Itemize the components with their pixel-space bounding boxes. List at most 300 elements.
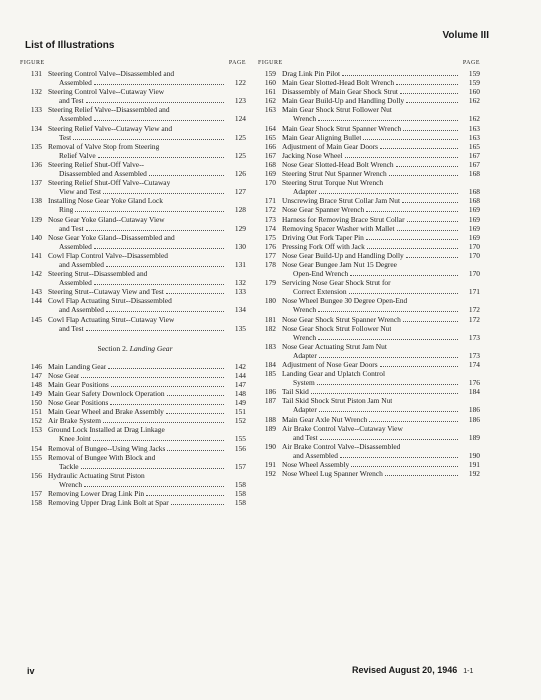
dot-leader	[350, 275, 458, 276]
page-ref: 127	[234, 187, 246, 197]
caption-line	[282, 442, 480, 451]
caption-line	[48, 462, 246, 471]
dot-leader	[345, 157, 458, 158]
caption-text: Driving Out Fork Taper Pin	[282, 232, 364, 242]
figure-caption	[282, 151, 480, 160]
figure-entry	[258, 242, 480, 251]
page-ref: 170	[468, 250, 480, 260]
figure-number: 146	[30, 361, 42, 371]
figure-number: 148	[30, 379, 42, 389]
figure-entry	[24, 251, 246, 269]
caption-line	[48, 196, 246, 205]
caption-text: Removing Lower Drag Link Pin	[48, 489, 145, 499]
caption-line	[282, 451, 480, 460]
caption-line	[48, 398, 246, 407]
caption-line	[282, 169, 480, 178]
figure-entry	[258, 151, 480, 160]
caption-line	[48, 87, 246, 96]
caption-line	[48, 151, 246, 160]
caption-line	[282, 269, 480, 278]
page-ref: 159	[468, 69, 480, 78]
figure-number: 190	[264, 441, 276, 451]
caption-text: Wrench	[293, 114, 317, 124]
figure-caption	[48, 489, 246, 498]
figure-number: 151	[30, 407, 42, 417]
page-ref: 135	[234, 323, 246, 333]
page-ref: 167	[468, 150, 480, 160]
figure-entry	[24, 380, 246, 389]
figure-entry	[24, 87, 246, 105]
dot-leader	[98, 157, 224, 158]
caption-text: Main Landing Gear	[48, 361, 107, 371]
caption-line	[48, 233, 246, 242]
caption-text: Nose Gear Yoke Gland--Disassembled and	[48, 232, 175, 242]
page-ref: 162	[468, 96, 480, 106]
figure-caption	[48, 362, 246, 371]
caption-text: Nose Gear Positions	[48, 398, 109, 408]
figure-number: 184	[264, 360, 276, 369]
page-ref: 167	[468, 159, 480, 169]
caption-line	[48, 278, 246, 287]
dot-leader	[86, 102, 224, 103]
figure-number: 153	[30, 425, 42, 435]
caption-text: Nose Gear Yoke Gland--Cutaway View	[48, 214, 165, 224]
figure-caption	[48, 287, 246, 296]
left-column-header	[20, 60, 246, 66]
page-ref: 144	[234, 370, 246, 380]
caption-text: Removal of Valve Stop from Steering	[48, 141, 160, 151]
dot-leader	[84, 486, 224, 487]
dot-leader	[94, 84, 224, 85]
figure-number: 172	[264, 205, 276, 215]
figure-caption	[48, 87, 246, 105]
page-ref: 173	[468, 350, 480, 360]
dot-leader	[311, 393, 458, 394]
page-ref: 142	[234, 361, 246, 371]
figure-caption	[282, 415, 480, 424]
right-column	[258, 60, 480, 478]
dot-leader	[389, 175, 458, 176]
figure-number: 191	[264, 460, 276, 470]
figure-number: 171	[264, 196, 276, 206]
figure-caption	[282, 224, 480, 233]
caption-line	[48, 407, 246, 416]
figure-number: 188	[264, 414, 276, 424]
page-ref: 189	[468, 432, 480, 442]
figure-entry	[24, 196, 246, 214]
figure-number: 179	[264, 278, 276, 288]
caption-text: Removing Spacer Washer with Mallet	[282, 223, 395, 233]
caption-text: View and Test	[59, 187, 102, 197]
caption-text: System	[293, 378, 315, 388]
caption-text: Open-End Wrench	[293, 269, 349, 279]
figure-caption	[48, 416, 246, 425]
dot-leader	[110, 404, 224, 405]
caption-line	[282, 133, 480, 142]
caption-text: Knee Joint	[59, 434, 91, 444]
dot-leader	[385, 475, 458, 476]
caption-line	[48, 142, 246, 151]
figure-caption	[282, 442, 480, 460]
caption-line	[282, 378, 480, 387]
figure-entry	[258, 251, 480, 260]
caption-text: Disassembly of Main Gear Shock Strut	[282, 87, 398, 97]
figure-entry	[258, 442, 480, 460]
caption-line	[48, 371, 246, 380]
page-ref: 169	[468, 223, 480, 233]
revision-date: Revised August 20, 1946	[352, 665, 458, 675]
figure-caption	[282, 78, 480, 87]
dot-leader	[171, 504, 224, 505]
section-heading	[24, 344, 246, 353]
figure-entry	[258, 233, 480, 242]
figure-entry	[258, 215, 480, 224]
figure-caption	[48, 498, 246, 507]
figure-entry	[258, 105, 480, 123]
caption-line	[282, 424, 480, 433]
figure-number: 176	[264, 241, 276, 251]
caption-line	[282, 369, 480, 378]
figure-caption	[48, 269, 246, 287]
caption-text: Steering Strut--Cutaway View and Test	[48, 287, 164, 297]
figure-number: 133	[30, 105, 42, 115]
figure-number: 165	[264, 132, 276, 142]
caption-line	[48, 296, 246, 305]
caption-line	[282, 151, 480, 160]
figure-number: 182	[264, 323, 276, 333]
caption-text: Main Gear Wheel and Brake Assembly	[48, 407, 164, 417]
page-column-label: PAGE	[228, 60, 246, 66]
figure-entry	[258, 196, 480, 205]
caption-line	[48, 260, 246, 269]
page-ref: 134	[234, 305, 246, 315]
caption-line	[48, 389, 246, 398]
caption-text: Adjustment of Nose Gear Doors	[282, 360, 378, 369]
figure-entry	[24, 407, 246, 416]
dot-leader	[149, 175, 224, 176]
caption-text: Nose Wheel Bungee 30 Degree Open-End	[282, 296, 408, 306]
caption-text: Installing Nose Gear Yoke Gland Lock	[48, 196, 163, 206]
figure-number: 178	[264, 259, 276, 269]
figure-column-label: FIGURE	[258, 60, 283, 66]
caption-text: Servicing Nose Gear Shock Strut for	[282, 278, 391, 288]
caption-text: Cowl Flap Actuating Strut--Disassembled	[48, 296, 172, 306]
figure-number: 140	[30, 232, 42, 242]
caption-text: Assembled	[59, 78, 92, 88]
caption-line	[48, 215, 246, 224]
figure-caption	[282, 387, 480, 396]
caption-text: Jacking Nose Wheel	[282, 150, 343, 160]
caption-line	[282, 324, 480, 333]
figure-number: 164	[264, 123, 276, 133]
caption-text: Correct Extension	[293, 287, 347, 297]
caption-text: and Assembled	[293, 450, 338, 460]
figure-caption	[282, 242, 480, 251]
figure-caption	[282, 142, 480, 151]
caption-line	[48, 96, 246, 105]
dot-leader	[73, 139, 224, 140]
caption-text: and Test	[293, 432, 318, 442]
figure-caption	[282, 87, 480, 96]
dot-leader	[317, 384, 458, 385]
caption-text: Main Gear Build-Up and Handling Dolly	[282, 96, 405, 106]
dot-leader	[103, 193, 224, 194]
figure-caption	[48, 371, 246, 380]
right-column-header	[258, 60, 480, 66]
figure-number: 138	[30, 196, 42, 206]
caption-line	[282, 87, 480, 96]
caption-text: Pressing Fork Off with Jack	[282, 241, 365, 251]
caption-line	[48, 425, 246, 434]
page-ref: 129	[234, 223, 246, 233]
figure-caption	[48, 425, 246, 443]
page-ref: 168	[468, 169, 480, 179]
figure-entry	[258, 278, 480, 296]
dot-leader	[81, 468, 224, 469]
figure-entry	[258, 96, 480, 105]
caption-text: Assembled	[59, 278, 92, 288]
caption-text: and Test	[59, 323, 84, 333]
dot-leader	[167, 450, 224, 451]
figure-entry	[258, 133, 480, 142]
page-ref: 174	[468, 360, 480, 369]
figure-entry	[258, 296, 480, 314]
dot-leader	[369, 421, 458, 422]
caption-line	[282, 260, 480, 269]
dot-leader	[166, 413, 224, 414]
figure-number: 189	[264, 423, 276, 433]
dot-leader	[166, 293, 224, 294]
page-ref: 190	[468, 450, 480, 460]
dot-leader	[319, 357, 458, 358]
dot-leader	[340, 457, 458, 458]
caption-text: Tail Skid Shock Strut Piston Jam Nut	[282, 396, 393, 406]
dot-leader	[75, 211, 224, 212]
caption-line	[282, 78, 480, 87]
caption-line	[48, 251, 246, 260]
figure-number: 147	[30, 370, 42, 380]
figure-number: 166	[264, 141, 276, 151]
figure-entry	[24, 389, 246, 398]
caption-line	[48, 169, 246, 178]
dot-leader	[400, 93, 458, 94]
figure-caption	[48, 444, 246, 453]
caption-line	[282, 224, 480, 233]
page-ref: 158	[234, 489, 246, 499]
figure-entry	[258, 78, 480, 87]
caption-line	[282, 242, 480, 251]
dot-leader	[403, 321, 458, 322]
figure-number: 159	[264, 69, 276, 78]
caption-text: Main Gear Axle Nut Wrench	[282, 414, 368, 424]
caption-text: Landing Gear and Uplatch Control	[282, 369, 386, 379]
page-ref: 169	[468, 214, 480, 224]
dot-leader	[94, 120, 224, 121]
caption-text: Nose Gear Bungee Jam Nut 15 Degree	[282, 259, 397, 269]
page-ref: 130	[234, 241, 246, 251]
caption-line	[48, 160, 246, 169]
dot-leader	[318, 339, 458, 340]
figure-entry	[258, 387, 480, 396]
caption-line	[48, 453, 246, 462]
dot-leader	[349, 293, 458, 294]
caption-line	[282, 415, 480, 424]
page-ref: 186	[468, 405, 480, 415]
figure-number: 160	[264, 78, 276, 88]
page-ref: 126	[234, 169, 246, 179]
page-ref: 186	[468, 414, 480, 424]
caption-text: and Assembled	[59, 259, 104, 269]
figure-number: 134	[30, 123, 42, 133]
figure-caption	[282, 369, 480, 387]
figure-caption	[48, 389, 246, 398]
caption-line	[48, 471, 246, 480]
page-ref: 125	[234, 132, 246, 142]
figure-entry	[258, 142, 480, 151]
page-ref: 170	[468, 241, 480, 251]
dot-leader	[93, 440, 224, 441]
dot-leader	[367, 248, 458, 249]
caption-line	[282, 396, 480, 405]
caption-line	[282, 305, 480, 314]
page-ref: 152	[234, 416, 246, 426]
caption-line	[48, 269, 246, 278]
figure-entry	[24, 269, 246, 287]
caption-line	[282, 233, 480, 242]
caption-line	[48, 315, 246, 324]
figure-entry	[24, 233, 246, 251]
caption-line	[282, 114, 480, 123]
caption-text: Main Gear Shock Strut Spanner Wrench	[282, 123, 402, 133]
caption-text: Cowl Flap Actuating Strut--Cutaway View	[48, 314, 175, 324]
dot-leader	[94, 284, 224, 285]
figure-caption	[282, 396, 480, 414]
figure-caption	[48, 142, 246, 160]
page-ref: 122	[234, 78, 246, 88]
caption-line	[48, 124, 246, 133]
page-ref: 184	[468, 387, 480, 397]
dot-leader	[167, 395, 224, 396]
figure-number: 132	[30, 87, 42, 97]
figure-caption	[282, 196, 480, 205]
caption-line	[48, 489, 246, 498]
dot-leader	[319, 411, 458, 412]
caption-line	[48, 205, 246, 214]
dot-leader	[363, 139, 458, 140]
caption-line	[282, 296, 480, 305]
caption-line	[282, 105, 480, 114]
figure-entry	[24, 105, 246, 123]
figure-caption	[282, 260, 480, 278]
figure-entry	[24, 416, 246, 425]
figure-entry	[258, 460, 480, 469]
figure-number: 155	[30, 452, 42, 462]
figure-entry	[24, 287, 246, 296]
caption-line	[282, 360, 480, 369]
caption-line	[282, 287, 480, 296]
page-ref: 191	[468, 460, 480, 470]
figure-caption	[282, 133, 480, 142]
dot-leader	[380, 148, 458, 149]
page-ref: 176	[468, 378, 480, 388]
caption-line	[282, 351, 480, 360]
figure-entry	[24, 398, 246, 407]
figure-entry	[258, 415, 480, 424]
caption-text: Test	[59, 132, 72, 142]
left-column	[20, 60, 246, 508]
caption-text: Nose Gear Spanner Wrench	[282, 205, 365, 215]
figure-caption	[282, 105, 480, 123]
dot-leader	[81, 377, 224, 378]
figure-caption	[282, 460, 480, 469]
figure-caption	[282, 124, 480, 133]
page-ref: 171	[468, 287, 480, 297]
figure-number: 180	[264, 296, 276, 306]
figure-entry	[258, 169, 480, 178]
caption-text: Steering Strut--Disassembled and	[48, 269, 148, 279]
page-column-label: PAGE	[462, 60, 480, 66]
page-ref: 158	[234, 498, 246, 508]
figure-caption	[48, 453, 246, 471]
figure-number: 192	[264, 469, 276, 479]
figure-number: 181	[264, 314, 276, 324]
dot-leader	[318, 120, 458, 121]
caption-text: Ring	[59, 205, 74, 215]
caption-text: Steering Relief Valve--Cutaway View and	[48, 123, 173, 133]
dot-leader	[86, 330, 224, 331]
caption-line	[282, 251, 480, 260]
figure-number: 170	[264, 178, 276, 188]
caption-line	[282, 187, 480, 196]
figure-number: 137	[30, 178, 42, 188]
dot-leader	[407, 221, 458, 222]
dot-leader	[108, 368, 224, 369]
caption-text: Air Brake System	[48, 416, 101, 426]
caption-text: and Test	[59, 96, 84, 106]
caption-text: Main Gear Safety Downlock Operation	[48, 389, 165, 398]
page-ref: 156	[234, 443, 246, 453]
caption-text: Adapter	[293, 187, 317, 197]
caption-text: Nose Gear Build-Up and Handling Dolly	[282, 250, 404, 260]
caption-text: Steering Control Valve--Disassembled and	[48, 69, 175, 78]
page-ref: 169	[468, 232, 480, 242]
caption-text: Assembled	[59, 241, 92, 251]
caption-line	[282, 142, 480, 151]
page-ref: 133	[234, 287, 246, 297]
section-prefix: Section 2.	[97, 343, 128, 353]
figure-caption	[282, 251, 480, 260]
caption-text: Tackle	[59, 461, 79, 471]
caption-text: Disassembled and Assembled	[59, 169, 147, 179]
caption-text: Steering Control Valve--Cutaway View	[48, 87, 165, 97]
figure-entry	[24, 425, 246, 443]
caption-line	[48, 187, 246, 196]
caption-text: Adapter	[293, 405, 317, 415]
figure-number: 183	[264, 341, 276, 351]
figure-column-label: FIGURE	[20, 60, 45, 66]
figure-entry	[258, 469, 480, 478]
caption-line	[48, 434, 246, 443]
figure-entry	[24, 69, 246, 87]
caption-line	[282, 160, 480, 169]
figure-entry	[24, 471, 246, 489]
figure-number: 154	[30, 443, 42, 453]
caption-line	[48, 114, 246, 123]
figure-entry	[24, 160, 246, 178]
caption-text: Assembled	[59, 114, 92, 124]
page-ref: 155	[234, 434, 246, 444]
figure-entry	[24, 489, 246, 498]
